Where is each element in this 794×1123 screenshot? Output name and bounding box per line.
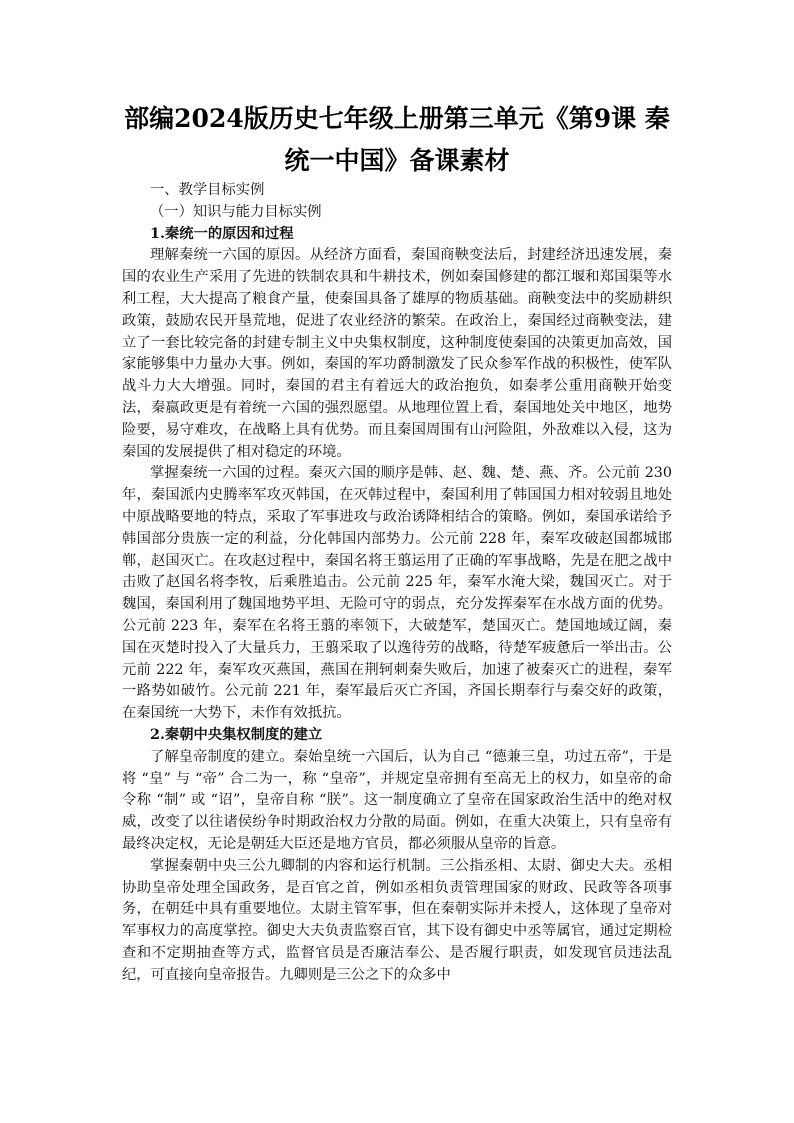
title-line-2: 统一中国》备课素材 xyxy=(284,146,510,175)
paragraph: 了解皇帝制度的建立。秦始皇统一六国后，认为自己 “德兼三皇，功过五帝”，于是将 “皇” 与 “帝” 合二为一，称 “皇帝”，并规定皇帝拥有至高无上的权力，如皇帝的命令称 “制” 或 “诏”，皇帝自称 “朕”。这一制度确立了皇帝在国家政治生活中的绝对权威，改变了以往诸侯纷争时期政治权力分散的局面。例如，在重大决策上，只有皇帝有最终决定权，无论是朝廷大臣还是地方官员，都必须服从皇帝的旨意。 xyxy=(122,748,672,852)
paragraph: 掌握秦统一六国的过程。秦灭六国的顺序是韩、赵、魏、楚、燕、齐。公元前 230 年，秦国派内史腾率军攻灭韩国，在灭韩过程中，秦国利用了韩国国力相对较弱且地处中原战略要地的特点，采取了军事进攻与政治诱降相结合的策略。例如，秦国承诺给予韩国部分贵族一定的利益，分化韩国内部势力。公元前 228 年，秦军攻破赵国都城邯郸，赵国灭亡。在攻赵过程中，秦国名将王翦运用了正确的军事战略，先是在肥之战中击败了赵国名将李牧，后乘胜追击。公元前 225 年，秦军水淹大梁，魏国灭亡。对于魏国，秦国利用了魏国地势平坦、无险可守的弱点，充分发挥秦军在水战方面的优势。公元前 223 年，秦军在名将王翦的率领下，大破楚军，楚国灭亡。楚国地域辽阔，秦国在灭楚时投入了大量兵力，王翦采取了以逸待劳的战略，待楚军疲惫后一举出击。公元前 222 年，秦军攻灭燕国，燕国在荆轲刺秦失败后，加速了被秦灭亡的进程，秦军一路势如破竹。公元前 221 年，秦军最后灭亡齐国，齐国长期奉行与秦交好的政策，在秦国统一大势下，未作有效抵抗。 xyxy=(122,465,672,722)
heading-knowledge-goals: （一）知识与能力目标实例 xyxy=(150,203,322,220)
title-line-1: 部编2024版历史七年级上册第三单元《第9课 秦 xyxy=(124,104,670,133)
heading-teaching-goals: 一、教学目标实例 xyxy=(150,182,265,198)
document-title xyxy=(110,98,684,182)
section-1-title: 1.秦统一的原因和过程 xyxy=(150,225,294,242)
paragraph: 掌握秦朝中央三公九卿制的内容和运行机制。三公指丞相、太尉、御史大夫。丞相协助皇帝处理全国政务，是百官之首，例如丞相负责管理国家的财政、民政等各项事务，在朝廷中具有重要地位。太尉主管军事，但在秦朝实际并未授人，这体现了皇帝对军事权力的高度掌控。御史大夫负责监察百官，其下设有御史中丞等属官，通过定期检查和不定期抽查等方式，监督官员是否廉洁奉公、是否履行职责，如发现官员违法乱纪，可直接向皇帝报告。九卿则是三公之下的众多中 xyxy=(122,857,672,983)
document-body xyxy=(122,180,672,986)
paragraph: 理解秦统一六国的原因。从经济方面看，秦国商鞅变法后，封建经济迅速发展，秦国的农业生产采用了先进的铁制农具和牛耕技术，例如秦国修建的都江堰和郑国渠等水利工程，大大提高了粮食产量，使秦国具备了雄厚的物质基础。商鞅变法中的奖励耕织政策，鼓励农民开垦荒地，促进了农业经济的繁荣。在政治上，秦国经过商鞅变法，建立了一套比较完备的封建专制主义中央集权制度，这种制度使秦国的决策更加高效，国家能够集中力量办大事。例如，秦国的军功爵制激发了民众参军作战的积极性，使军队战斗力大大增强。同时，秦国的君主有着远大的政治抱负，如秦孝公重用商鞅开始变法，秦嬴政更是有着统一六国的强烈愿望。从地理位置上看，秦国地处关中地区，地势险要，易守难攻，在战略上具有优势。而且秦国周围有山河险阻，外敌难以入侵，这为秦国的发展提供了相对稳定的环境。 xyxy=(122,247,672,460)
section-2-title: 2.秦朝中央集权制度的建立 xyxy=(150,726,323,743)
